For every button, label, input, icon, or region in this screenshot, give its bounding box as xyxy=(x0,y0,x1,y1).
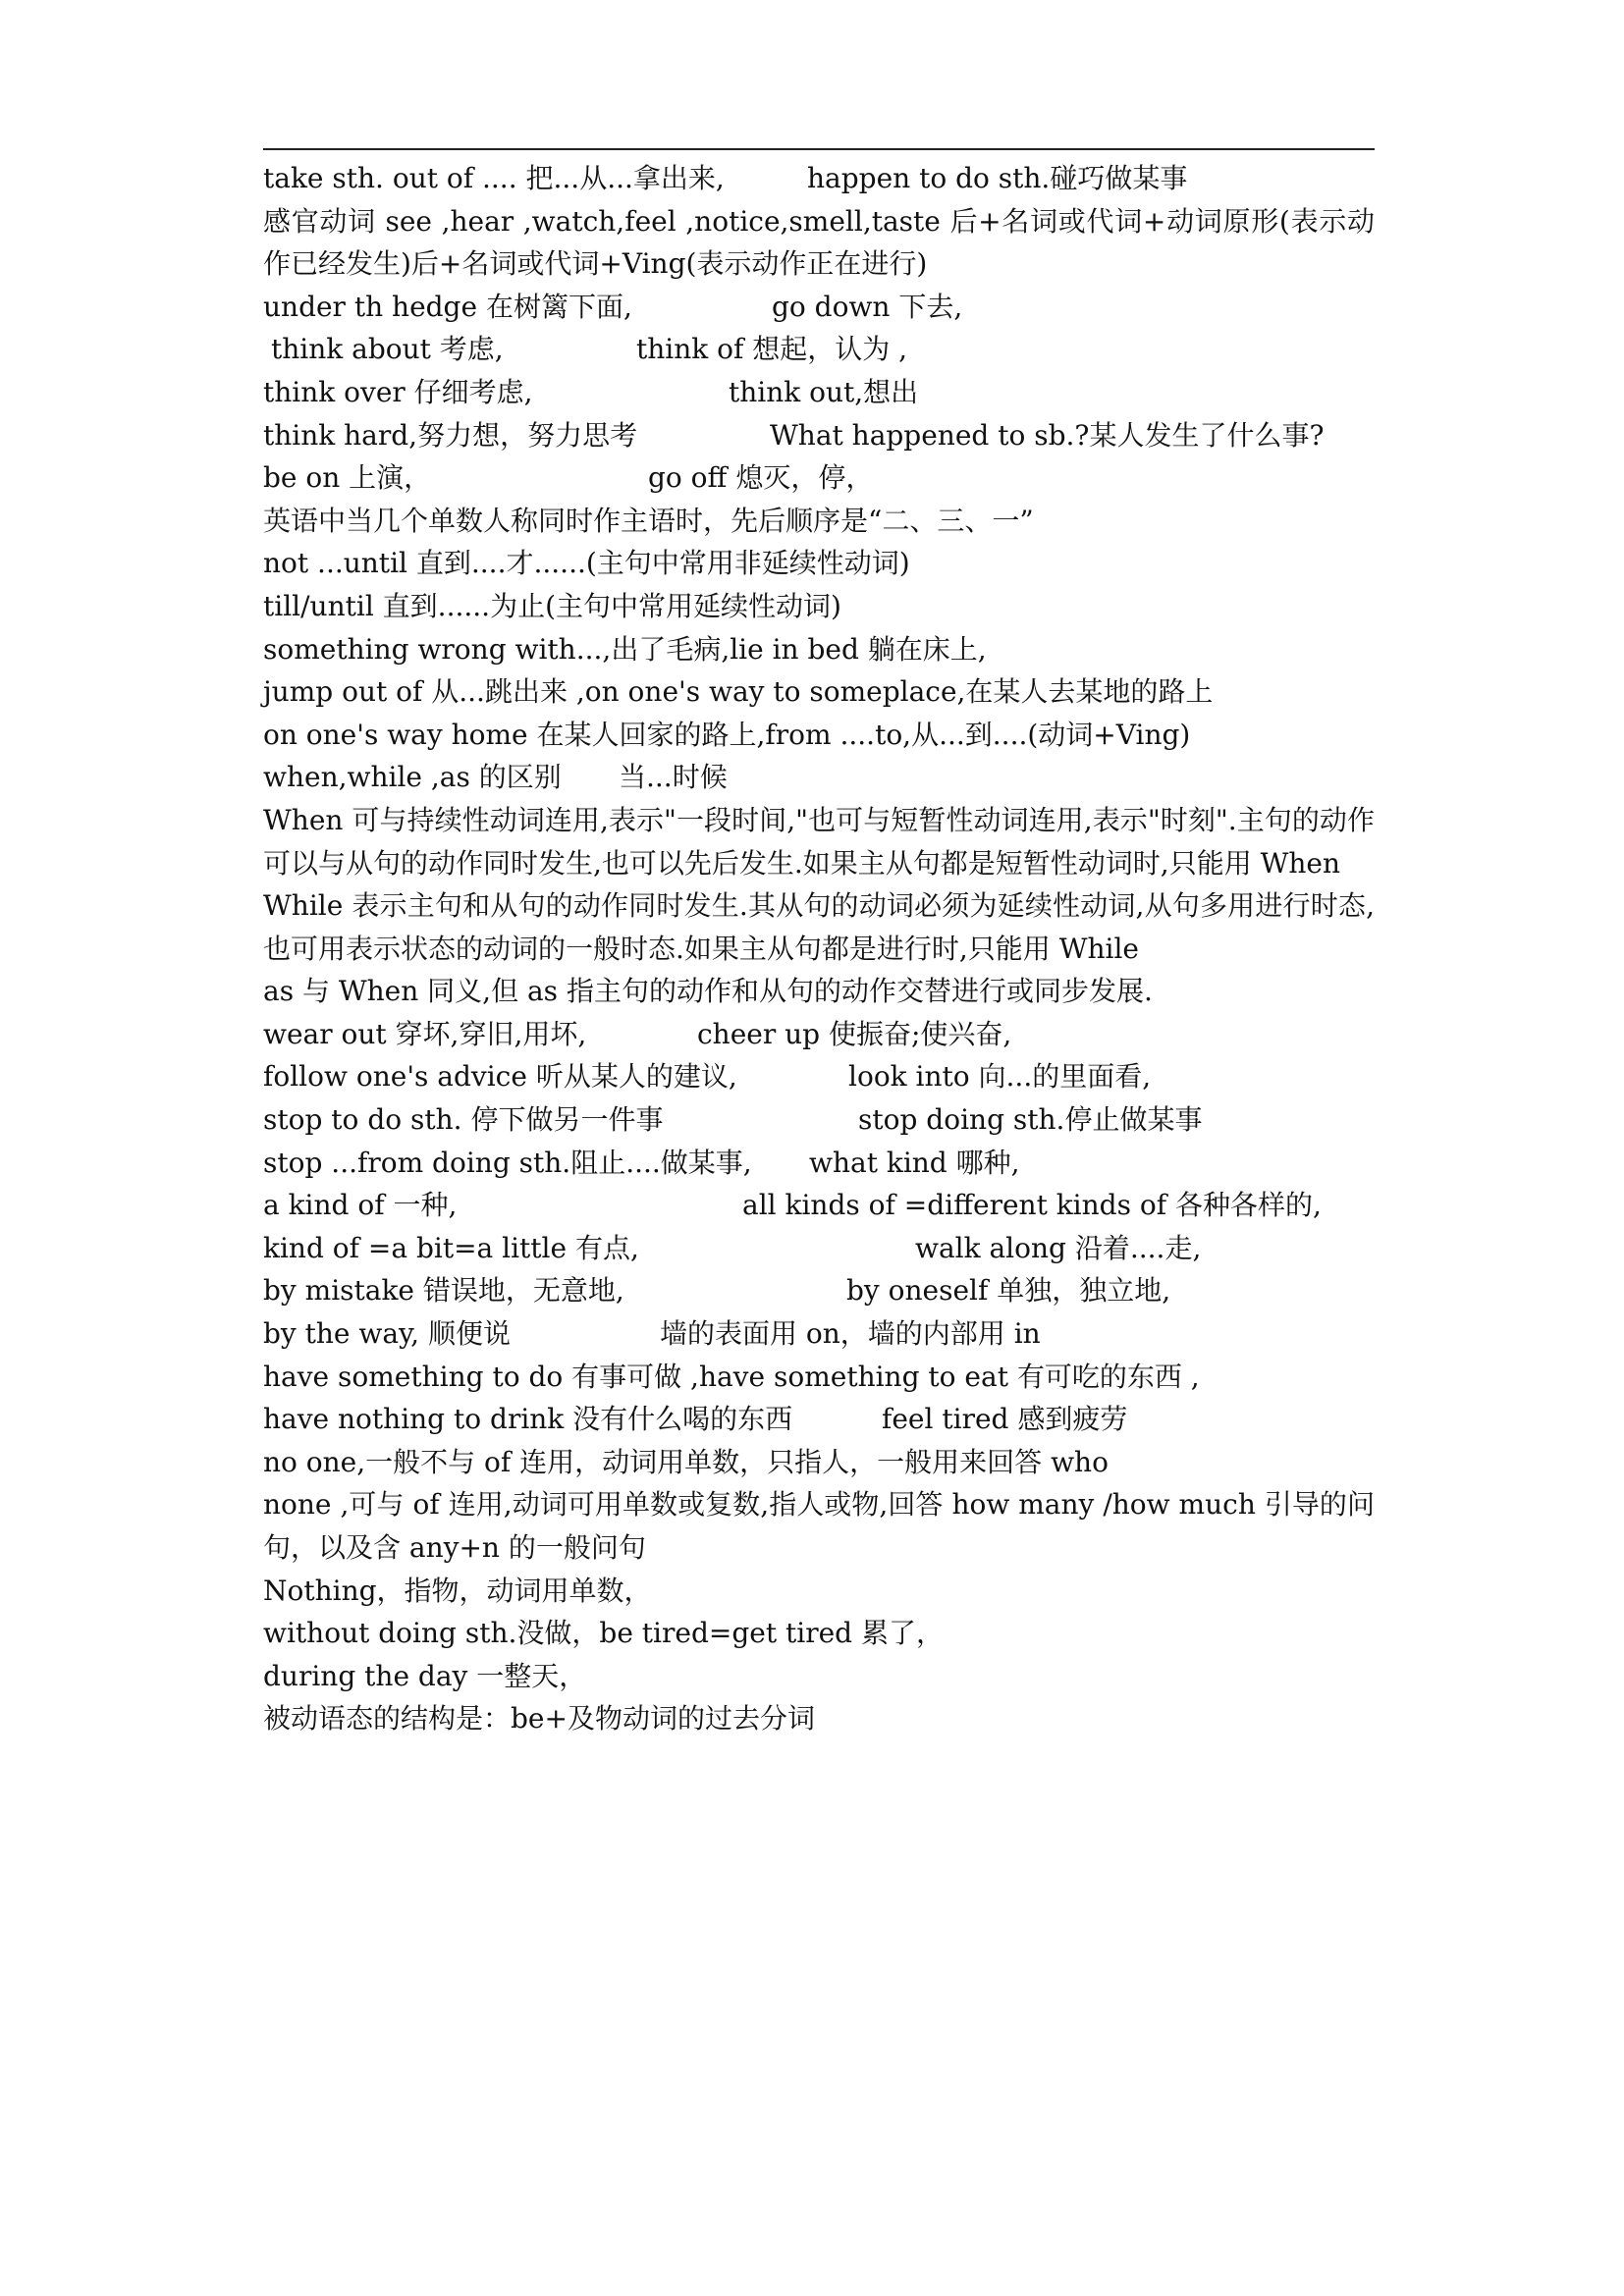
phrase: jump out of 从...跳出来 ,on one's way to someplace,在某人去某地的路上 xyxy=(263,675,1214,709)
text-line xyxy=(263,585,1375,628)
text-line xyxy=(263,1612,1375,1655)
phrase: go down 下去, xyxy=(772,290,963,323)
text-line xyxy=(263,1013,1375,1056)
phrase: during the day 一整天， xyxy=(263,1659,587,1692)
phrase: kind of =a bit=a little 有点, xyxy=(263,1231,639,1264)
phrase: go off 熄灭，停， xyxy=(648,461,874,495)
header-rule xyxy=(263,148,1375,150)
text-line xyxy=(263,1184,1375,1227)
paragraph: none ,可与 of 连用,动词可用单数或复数,指人或物,回答 how many /how much 引导的问句，以及含 any+n 的一般问句 xyxy=(263,1488,1375,1564)
text-line xyxy=(263,328,1375,371)
phrase: have nothing to drink 没有什么喝的东西 xyxy=(263,1403,793,1436)
text-line xyxy=(263,1269,1375,1312)
phrase: a kind of 一种, xyxy=(263,1189,458,1222)
phrase: cheer up 使振奋;使兴奋, xyxy=(697,1017,1012,1050)
phrase: follow one's advice 听从某人的建议, xyxy=(263,1060,737,1094)
paragraph: When 可与持续性动词连用,表示"一段时间,"也可与短暂性动词连用,表示"时刻".主句的动作可以与从句的动作同时发生,也可以先后发生.如果主从句都是短暂性动词时,只能用 When xyxy=(263,803,1375,880)
text-line xyxy=(263,1227,1375,1270)
phrase: 被动语态的结构是：be+及物动词的过去分词 xyxy=(263,1702,815,1735)
phrase: all kinds of =different kinds of 各种各样的, xyxy=(742,1189,1322,1222)
phrase: look into 向...的里面看, xyxy=(848,1060,1152,1094)
text-line xyxy=(263,1697,1375,1740)
phrase: something wrong with...,出了毛病,lie in bed 躺在床上, xyxy=(263,632,987,666)
phrase: think hard,努力想，努力思考 xyxy=(263,418,638,452)
paragraph: While 表示主句和从句的动作同时发生.其从句的动词必须为延续性动词,从句多用进行时态,也可用表示状态的动词的一般时态.如果主从句都是进行时,只能用 While xyxy=(263,889,1375,965)
phrase: by the way, 顺便说 xyxy=(263,1317,511,1351)
phrase: stop doing sth.停止做某事 xyxy=(858,1103,1203,1137)
phrase: on one's way home 在某人回家的路上,from ....to,从...到....(动词+Ving) xyxy=(263,718,1191,751)
phrase: have something to do 有事可做 ,have something to eat 有可吃的东西 , xyxy=(263,1360,1200,1393)
phrase: 当...时候 xyxy=(619,761,728,794)
phrase: think out,想出 xyxy=(729,375,919,408)
phrase: 墙的表面用 on，墙的内部用 in xyxy=(660,1317,1041,1351)
text-line xyxy=(263,286,1375,329)
text-line xyxy=(263,1142,1375,1185)
text-line xyxy=(263,1356,1375,1399)
phrase: walk along 沿着....走, xyxy=(915,1231,1202,1264)
text-line xyxy=(263,456,1375,500)
text-line xyxy=(263,1098,1375,1142)
phrase: take sth. out of .... 把...从...拿出来, xyxy=(263,162,725,194)
text-line xyxy=(263,1655,1375,1698)
text-line xyxy=(263,1570,1375,1613)
phrase: think over 仔细考虑, xyxy=(263,375,533,408)
phrase: till/until 直到......为止(主句中常用延续性动词) xyxy=(263,589,841,622)
text-line xyxy=(263,1398,1375,1441)
phrase: stop ...from doing sth.阻止....做某事, xyxy=(263,1146,752,1179)
text-line xyxy=(263,500,1375,543)
text-line xyxy=(263,542,1375,585)
text-line xyxy=(263,371,1375,414)
phrase: stop to do sth. 停下做另一件事 xyxy=(263,1103,664,1137)
text-line xyxy=(263,670,1375,714)
phrase: feel tired 感到疲劳 xyxy=(882,1403,1128,1436)
text-line xyxy=(263,1312,1375,1356)
phrase: by oneself 单独，独立地, xyxy=(846,1274,1171,1308)
document-body xyxy=(263,157,1375,1740)
phrase: by mistake 错误地，无意地, xyxy=(263,1274,624,1308)
phrase: under th hedge 在树篱下面, xyxy=(263,290,632,323)
phrase: think about 考虑, xyxy=(271,333,504,366)
phrase: 英语中当几个单数人称同时作主语时，先后顺序是“二、三、一” xyxy=(263,504,1034,537)
text-line xyxy=(263,756,1375,799)
phrase: as 与 When 同义,但 as 指主句的动作和从句的动作交替进行或同步发展. xyxy=(263,975,1153,1008)
phrase: be on 上演， xyxy=(263,461,432,495)
text-line xyxy=(263,157,1375,200)
phrase: when,while ,as 的区别 xyxy=(263,761,562,794)
text-line xyxy=(263,970,1375,1013)
phrase: without doing sth.没做，be tired=get tired 累了， xyxy=(263,1617,944,1650)
text-line xyxy=(263,628,1375,671)
text-line xyxy=(263,1055,1375,1098)
paragraph: 感官动词 see ,hear ,watch,feel ,notice,smell,taste 后+名词或代词+动词原形(表示动作已经发生)后+名词或代词+Ving(表示动作正在进行) xyxy=(263,204,1375,281)
phrase: what kind 哪种, xyxy=(809,1146,1020,1179)
phrase: Nothing，指物，动词用单数， xyxy=(263,1574,652,1607)
phrase: no one,一般不与 of 连用，动词用单数，只指人，一般用来回答 who xyxy=(263,1445,1109,1478)
phrase: happen to do sth.碰巧做某事 xyxy=(807,162,1188,194)
phrase: What happened to sb.?某人发生了什么事? xyxy=(770,418,1325,452)
text-line xyxy=(263,714,1375,757)
phrase: not ...until 直到....才......(主句中常用非延续性动词) xyxy=(263,547,910,580)
text-line xyxy=(263,414,1375,457)
text-line xyxy=(263,1441,1375,1484)
phrase: think of 想起，认为 , xyxy=(636,333,908,366)
phrase: wear out 穿坏,穿旧,用坏, xyxy=(263,1017,587,1050)
